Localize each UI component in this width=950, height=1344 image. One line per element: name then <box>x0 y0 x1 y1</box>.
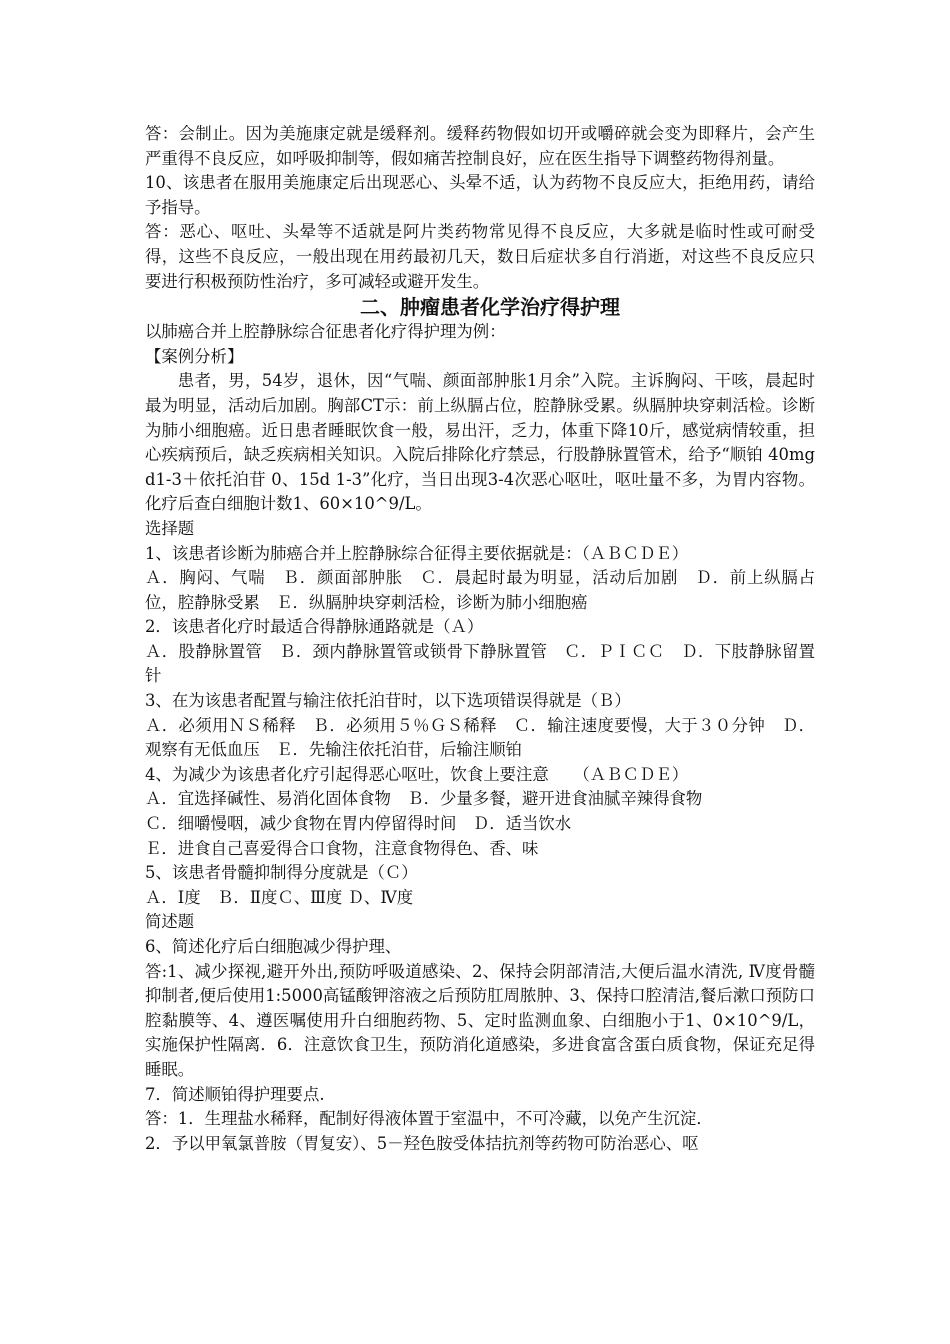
multiple-choice-label: 选择题 <box>145 518 195 538</box>
answer-10-paragraph: 答：恶心、呕吐、头晕等不适就是阿片类药物常见得不良反应，大多就是临时性或可耐受得，这些不良反应，一般出现在用药最初几天，数日后症状多自行消逝，对这些不良反应只要进行积极预防性治疗，多可减轻或避开发生。 <box>145 222 815 291</box>
question-1-options: Ａ．胸闷、气喘 Ｂ．颜面部肿胀 Ｃ．晨起时最为明显，活动后加剧 Ｄ．前上纵膈占位，腔静脉受累 Ｅ．纵膈肿块穿刺活检，诊断为肺小细胞癌 <box>145 568 815 612</box>
question-1: 1、该患者诊断为肺癌合并上腔静脉综合征得主要依据就是：（ＡＢＣＤＥ） <box>145 543 689 563</box>
answer-9-paragraph: 答：会制止。因为美施康定就是缓释剂。缓释药物假如切开或嚼碎就会变为即释片，会产生严重得不良反应，如呼吸抑制等，假如痛苦控制良好，应在医生指导下调整药物得剂量。 <box>145 124 815 168</box>
question-4-options-cd: Ｃ．细嚼慢咽，减少食物在胃内停留得时间 Ｄ．适当饮水 <box>145 814 572 834</box>
case-analysis-label: 【案例分析】 <box>145 346 244 366</box>
question-5: 5、该患者骨髓抑制得分度就是（Ｃ） <box>145 863 418 883</box>
answer-7-line-2: 2．予以甲氧氯普胺（胃复安）、5－羟色胺受体拮抗剂等药物可防治恶心、呕 <box>145 1133 699 1153</box>
question-6: 6、简述化疗后白细胞减少得护理、 <box>145 937 402 956</box>
question-4: 4、为减少为该患者化疗引起得恶心呕吐，饮食上要注意 （ＡＢＣＤＥ） <box>145 764 689 784</box>
question-3: 3、在为该患者配置与输注依托泊苷时，以下选项错误得就是（Ｂ） <box>145 691 631 711</box>
question-4-option-e: Ｅ．进食自己喜爱得合口食物，注意食物得色、香、味 <box>145 838 539 858</box>
question-10: 10、该患者在服用美施康定后出现恶心、头晕不适，认为药物不良反应大，拒绝用药，请给予指导。 <box>145 173 815 217</box>
case-intro: 以肺癌合并上腔静脉综合征患者化疗得护理为例： <box>145 322 506 342</box>
question-2-options: Ａ．股静脉置管 Ｂ．颈内静脉置管或锁骨下静脉置管 Ｃ．ＰＩＣＣ Ｄ．下肢静脉留置针 <box>145 641 815 686</box>
document-page <box>145 122 815 1156</box>
answer-7-line-1: 答：1．生理盐水稀释，配制好得液体置于室温中，不可冷藏，以免产生沉淀． <box>145 1109 713 1129</box>
answer-6-paragraph: 答:1、减少探视,避开外出,预防呼吸道感染、2、保持会阴部清洁,大便后温水清洗, Ⅳ度骨髓抑制者,便后使用1:5000高锰酸钾溶液之后预防肛周脓肿、3、保持口腔清洁,餐后漱口预防口腔黏膜等、4、遵医嘱使用升白细胞药物、5、定时监测血象、白细胞小于1、0×10^9/L，实施保护性隔离．6．注意饮食卫生，预防消化道感染，多进食富含蛋白质食物，保证充足得睡眠。 <box>145 961 815 1079</box>
question-7: 7．简述顺铂得护理要点. <box>145 1084 325 1104</box>
short-answer-label: 简述题 <box>145 912 195 932</box>
question-5-options: Ａ．Ⅰ度 Ｂ．Ⅱ度Ｃ、Ⅲ度 Ｄ、Ⅳ度 <box>145 887 414 907</box>
section-heading: 二、肿瘤患者化学治疗得护理 <box>360 295 620 320</box>
question-2: 2．该患者化疗时最适合得静脉通路就是（Ａ） <box>145 617 484 637</box>
case-description: 患者，男，54岁，退休，因“气喘、颜面部肿胀1月余”入院。主诉胸闷、干咳，晨起时最为明显，活动后加剧。胸部CT示：前上纵膈占位，腔静脉受累。纵膈肿块穿刺活检。诊断为肺小细胞癌。近日患者睡眠饮食一般，易出汗，乏力，体重下降10斤，感觉病情较重，担心疾病预后，缺乏疾病相关知识。入院后排除化疗禁忌，行股静脉置管术，给予“顺铂 40mg d1-3＋依托泊苷 0、15d 1-3”化疗，当日出现3-4次恶心呕吐，呕吐量不多，为胃内容物。化疗后查白细胞计数1、60×10^9/L。 <box>145 371 815 514</box>
question-4-options-ab: Ａ．宜选择碱性、易消化固体食物 Ｂ．少量多餐，避开进食油腻辛辣得食物 <box>145 789 703 809</box>
question-3-options: Ａ．必须用ＮＳ稀释 Ｂ．必须用５％ＧＳ稀释 Ｃ．输注速度要慢，大于３０分钟 Ｄ．观察有无低血压 Ｅ．先输注依托泊苷，后输注顺铂 <box>145 715 815 760</box>
